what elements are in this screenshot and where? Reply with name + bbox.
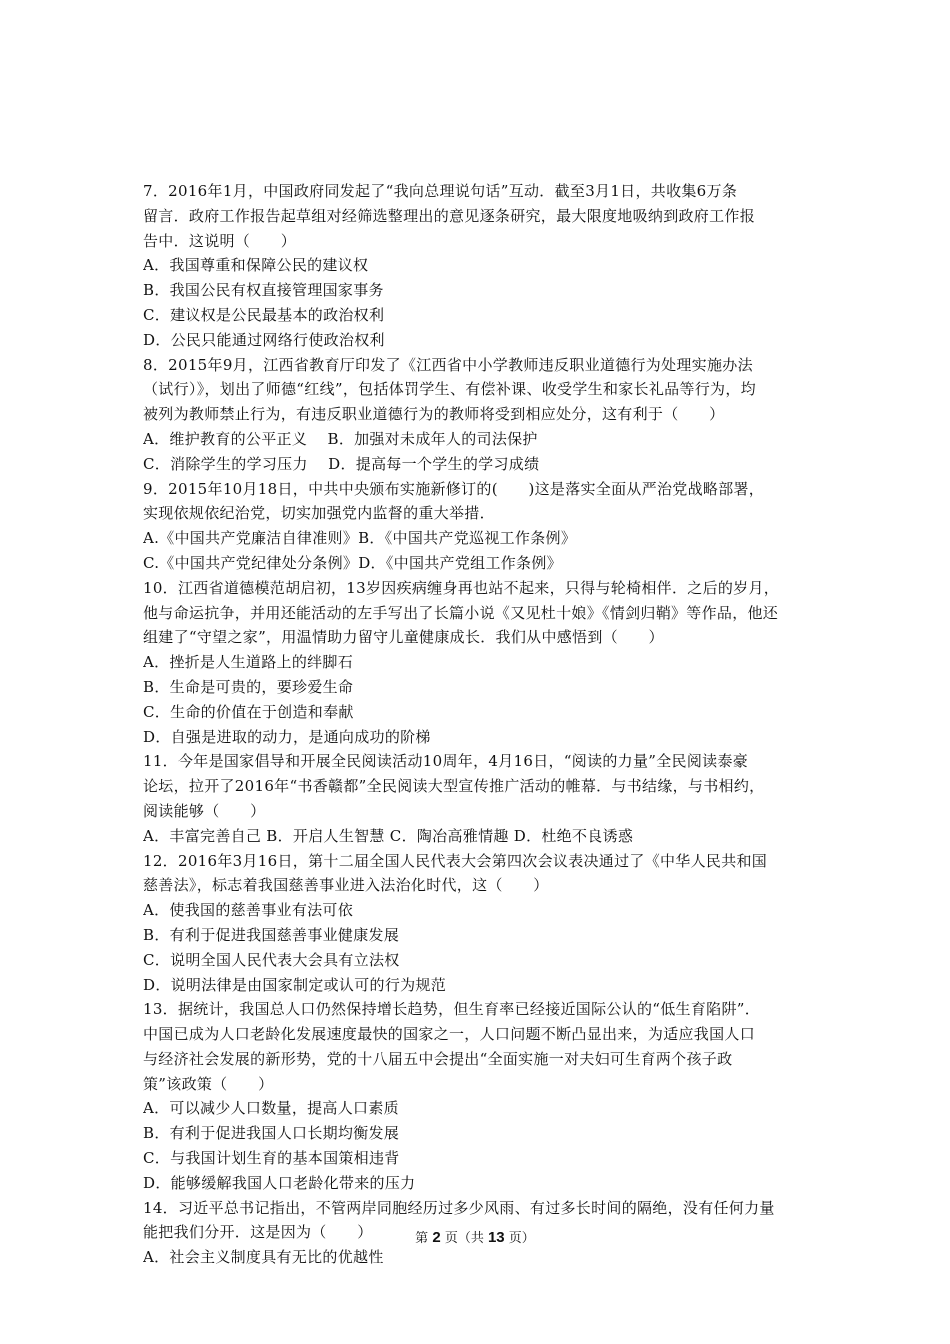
question-stem-line: 留言．政府工作报告起草组对经筛选整理出的意见逐条研究，最大限度地吸纳到政府工作报 [143, 206, 756, 225]
question-stem-line: 8．2015年9月，江西省教育厅印发了《江西省中小学教师违反职业道德行为处理实施办法 [143, 355, 753, 374]
answer-option: D．能够缓解我国人口老龄化带来的压力 [143, 1173, 416, 1192]
question-block [143, 749, 815, 848]
question-block [143, 576, 815, 750]
question-block [143, 179, 815, 353]
question-stem-line: 告中．这说明（ ） [143, 231, 297, 250]
answer-option: C.《中国共产党纪律处分条例》D．《中国共产党组工作条例》 [143, 553, 562, 572]
question-stem-line: （试行）》，划出了师德“红线”，包括体罚学生、有偿补课、收受学生和家长礼品等行为，均 [143, 380, 756, 399]
answer-option: B．我国公民有权直接管理国家事务 [143, 281, 384, 300]
answer-option: C．消除学生的学习压力 D．提高每一个学生的学习成绩 [143, 454, 540, 473]
footer-middle: 页（共 [444, 1231, 484, 1246]
question-stem-line: 中国已成为人口老龄化发展速度最快的国家之一，人口问题不断凸显出来，为适应我国人口 [143, 1025, 756, 1044]
footer-prefix: 第 [415, 1231, 429, 1246]
answer-option: D．公民只能通过网络行使政治权利 [143, 330, 385, 349]
question-stem-line: 与经济社会发展的新形势，党的十八届五中会提出“全面实施一对夫妇可生育两个孩子政 [143, 1049, 733, 1068]
question-stem-line: 14．习近平总书记指出，不管两岸同胞经历过多少风雨、有过多长时间的隔绝，没有任何力量 [143, 1198, 775, 1217]
question-stem-line: 实现依规依纪治党，切实加强党内监督的重大举措． [143, 504, 495, 523]
question-stem-line: 组建了“守望之家”，用温情助力留守儿童健康成长．我们从中感悟到（ ） [143, 628, 664, 647]
question-stem-line: 13．据统计，我国总人口仍然保持增长趋势，但生育率已经接近国际公认的“低生育陷阱”． [143, 1000, 761, 1019]
answer-option: A.《中国共产党廉洁自律准则》B．《中国共产党巡视工作条例》 [143, 529, 577, 548]
answer-option: A．使我国的慈善事业有法可依 [143, 901, 354, 920]
question-stem-line: 阅读能够（ ） [143, 801, 266, 820]
answer-option: C．与我国计划生育的基本国策相违背 [143, 1149, 400, 1168]
question-block [143, 849, 815, 998]
answer-option: D．说明法律是由国家制定或认可的行为规范 [143, 975, 447, 994]
answer-option: B．有利于促进我国人口长期均衡发展 [143, 1124, 400, 1143]
answer-option: A．维护教育的公平正义 B．加强对未成年人的司法保护 [143, 429, 538, 448]
question-list [143, 179, 815, 1270]
question-stem-line: 10．江西省道德模范胡启初，13岁因疾病缠身再也站不起来，只得与轮椅相伴．之后的岁月， [143, 578, 780, 597]
page-footer [0, 1228, 950, 1249]
question-stem-line: 能把我们分开．这是因为（ ） [143, 1223, 373, 1242]
total-page-count: 13 [487, 1229, 505, 1246]
question-block [143, 353, 815, 477]
question-stem-line: 论坛，拉开了2016年“书香赣都”全民阅读大型宣传推广活动的帷幕．与书结缘，与书相约， [143, 777, 765, 796]
question-stem-line: 7．2016年1月，中国政府同发起了“我向总理说句话”互动．截至3月1日，共收集6万条 [143, 182, 738, 200]
question-stem-line: 12．2016年3月16日，第十二届全国人民代表大会第四次会议表决通过了《中华人民共和国 [143, 851, 768, 870]
answer-option: C．建议权是公民最基本的政治权利 [143, 305, 385, 324]
answer-option: B．生命是可贵的，要珍爱生命 [143, 677, 354, 696]
question-stem-line: 被列为教师禁止行为，有违反职业道德行为的教师将受到相应处分，这有利于（ ） [143, 405, 725, 424]
footer-suffix: 页） [508, 1231, 535, 1246]
question-stem-line: 9．2015年10月18日，中共中央颁布实施新修订的( )这是落实全面从严治党战略部署， [143, 479, 765, 498]
question-block [143, 477, 815, 576]
answer-option: D．自强是进取的动力，是通向成功的阶梯 [143, 727, 431, 746]
current-page-number: 2 [432, 1229, 441, 1246]
answer-option: A．丰富完善自己 B．开启人生智慧 C．陶冶高雅情趣 D．杜绝不良诱惑 [143, 826, 634, 845]
question-stem-line: 慈善法》，标志着我国慈善事业进入法治化时代，这（ ） [143, 876, 549, 895]
answer-option: C．生命的价值在于创造和奉献 [143, 702, 354, 721]
question-block [143, 997, 815, 1195]
answer-option: A．可以减少人口数量，提高人口素质 [143, 1099, 399, 1118]
answer-option: A．社会主义制度具有无比的优越性 [143, 1248, 384, 1267]
answer-option: A．我国尊重和保障公民的建议权 [143, 256, 369, 275]
answer-option: B．有利于促进我国慈善事业健康发展 [143, 925, 400, 944]
question-stem-line: 11．今年是国家倡导和开展全民阅读活动10周年，4月16日，“阅读的力量”全民阅读泰豪 [143, 752, 749, 771]
question-stem-line: 他与命运抗争，并用还能活动的左手写出了长篇小说《又见杜十娘》《情剑归鞘》等作品，他还 [143, 603, 779, 622]
question-stem-line: 策”该政策（ ） [143, 1074, 274, 1093]
answer-option: C．说明全国人民代表大会具有立法权 [143, 950, 400, 969]
answer-option: A．挫折是人生道路上的绊脚石 [143, 653, 354, 672]
